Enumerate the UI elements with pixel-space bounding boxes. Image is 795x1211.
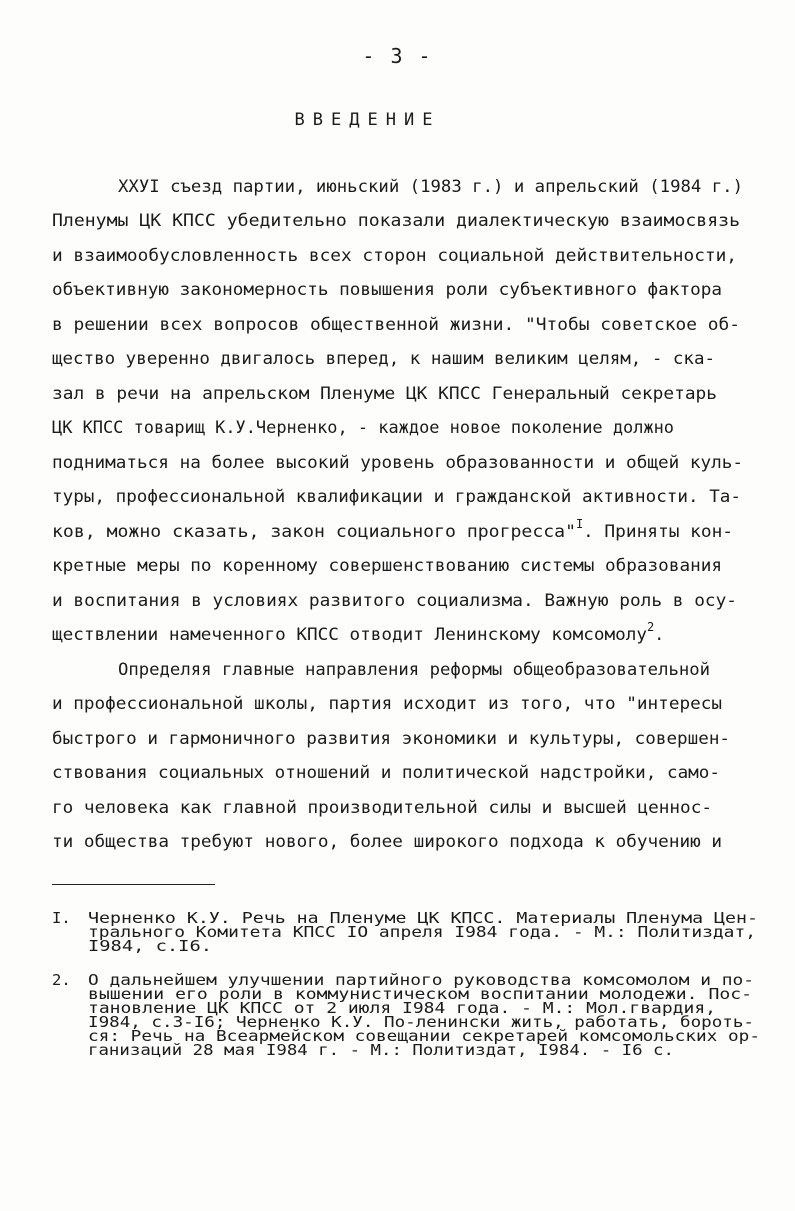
body-line-text: ществлении намеченного КПСС отводит Ленинскому комсомолу bbox=[52, 625, 647, 644]
body-line: подниматься на более высокий уровень образованности и общей куль- bbox=[52, 453, 743, 472]
body-line: и воспитания в условиях развитого социализма. Важную роль в осу- bbox=[52, 591, 737, 610]
footnote-line: ганизаций 28 мая I984 г. - М.: Политиздат, I984. - I6 с. bbox=[88, 1041, 674, 1059]
footnote-line: I984, с.3-I6; Черненко К.У. По-ленински жить, работать, бороть- bbox=[88, 1013, 754, 1031]
body-line-text: . Приняты кон- bbox=[583, 522, 734, 541]
body-line: ти общества требуют нового, более широкого подхода к обучению и bbox=[52, 832, 722, 851]
body-line: Определяя главные направления реформы общеобразовательной bbox=[118, 660, 710, 679]
body-line: го человека как главной производительной силы и высшей ценнос- bbox=[52, 798, 712, 817]
body-line bbox=[52, 517, 734, 542]
body-line-text: ков, можно сказать, закон социального прогресса" bbox=[52, 522, 576, 541]
footnote-ref-2: 2 bbox=[647, 620, 655, 634]
footnote-line: I984, с.I6. bbox=[88, 937, 212, 955]
body-line: кретные меры по коренному совершенствованию системы образования bbox=[52, 556, 722, 575]
footnote-line: трального Комитета КПСС IO апреля I984 года. - М.: Политиздат, bbox=[88, 923, 756, 941]
footnote-number: I. bbox=[52, 909, 71, 927]
footnote-line: О дальнейшем улучшении партийного руководства комсомолом и по- bbox=[88, 971, 754, 989]
page-number: - 3 - bbox=[362, 44, 433, 68]
body-line: ствования социальных отношений и политической надстройки, само- bbox=[52, 763, 720, 782]
footnote-ref-1: I bbox=[576, 517, 584, 531]
footnote-separator bbox=[52, 884, 215, 885]
body-line: и профессиональной школы, партия исходит из того, что "интересы bbox=[52, 694, 722, 713]
footnote-line: вышении его роли в коммунистическом воспитании молодежи. Пос- bbox=[88, 985, 752, 1003]
body-line-text: . bbox=[654, 625, 665, 644]
body-line: туры, профессиональной квалификации и гражданской активности. Та- bbox=[52, 487, 741, 506]
body-line: ЦК КПСС товарищ К.У.Черненко, - каждое новое поколение должно bbox=[52, 418, 674, 437]
footnote-line: ся: Речь на Всеармейском совещании секретарей комсомольских ор- bbox=[88, 1027, 760, 1045]
body-line: быстрого и гармоничного развития экономики и культуры, совершен- bbox=[52, 729, 730, 748]
body-line: объективную закономерность повышения роли субъективного фактора bbox=[52, 280, 722, 299]
body-line: ХХУI съезд партии, июньский (1983 г.) и апрельский (1984 г.) bbox=[118, 177, 743, 196]
footnote-line: Черненко К.У. Речь на Пленуме ЦК КПСС. Материалы Пленума Цен- bbox=[88, 909, 758, 927]
section-title: ВВЕДЕНИЕ bbox=[294, 110, 441, 130]
body-line bbox=[52, 620, 665, 645]
body-line: Пленумы ЦК КПСС убедительно показали диалектическую взаимосвязь bbox=[52, 211, 740, 230]
body-line: и взаимообусловленность всех сторон социальной действительности, bbox=[52, 246, 737, 265]
footnote-line: тановление ЦК КПСС от 2 июля I984 года. - М.: Мол.гвардия, bbox=[88, 999, 716, 1017]
body-line: щество уверенно двигалось вперед, к нашим великим целям, - ска- bbox=[52, 349, 715, 368]
footnote-number: 2. bbox=[52, 971, 71, 989]
body-line: в решении всех вопросов общественной жизни. "Чтобы советское об- bbox=[52, 315, 740, 334]
body-line: зал в речи на апрельском Пленуме ЦК КПСС Генеральный секретарь bbox=[52, 384, 717, 403]
